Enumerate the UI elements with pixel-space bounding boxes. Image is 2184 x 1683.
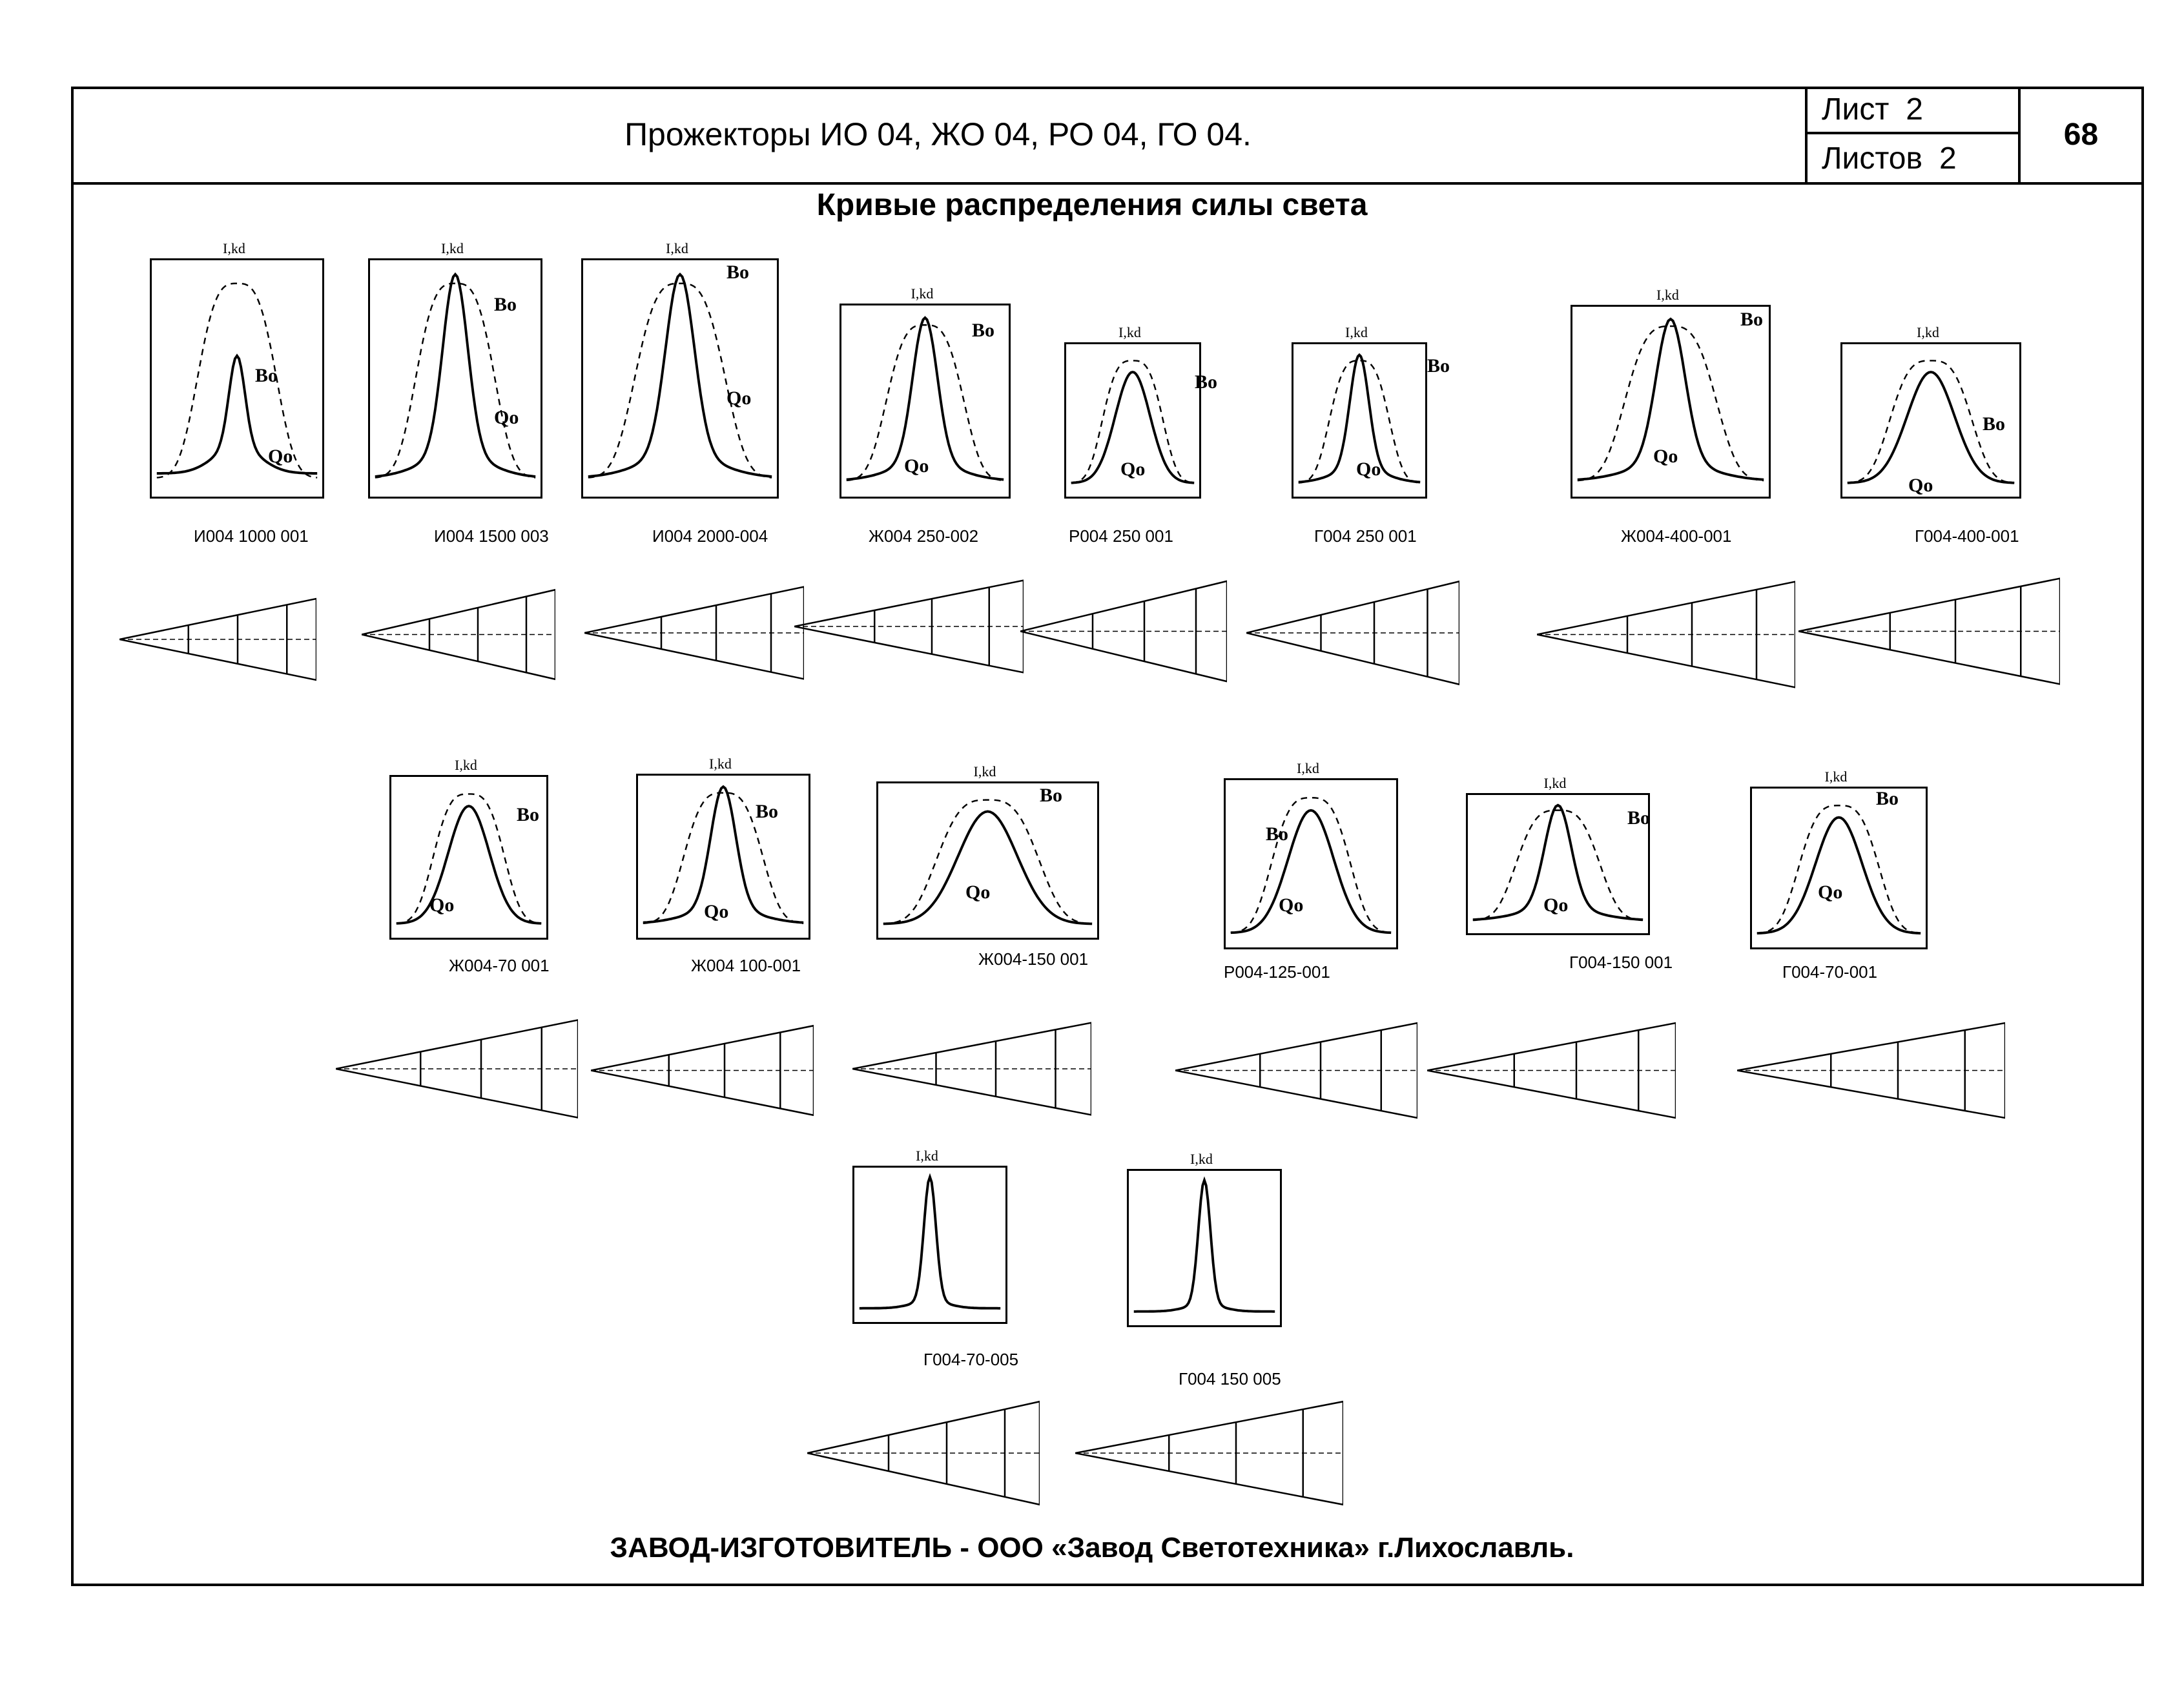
illumination-cone-diagram <box>336 1011 578 1127</box>
plot-unit-label: I,kd <box>441 240 464 256</box>
q0-label: Qo <box>429 894 455 916</box>
illumination-cone-diagram <box>794 572 1024 681</box>
b0-label: Bo <box>1983 413 2006 435</box>
q0-label: Qo <box>726 387 752 409</box>
curve-b0 <box>883 800 1092 924</box>
q0-label: Qo <box>494 407 519 428</box>
illumination-cone-diagram <box>1737 1014 2005 1127</box>
model-caption: Ж004-400-001 <box>1621 526 1732 546</box>
plot-unit-label: I,kd <box>455 757 477 773</box>
model-caption: Г004-150 001 <box>1569 953 1673 972</box>
intensity-plot <box>1224 778 1398 949</box>
plot-unit-label: I,kd <box>1543 775 1567 791</box>
illumination-cone-diagram <box>1427 1014 1676 1127</box>
curve-q0 <box>1134 1181 1275 1312</box>
plot-unit-label: I,kd <box>916 1148 938 1164</box>
intensity-plot <box>581 258 779 499</box>
plot-unit-label: I,kd <box>911 285 934 302</box>
b0-label: Bo <box>1040 785 1063 806</box>
q0-label: Qo <box>904 455 929 477</box>
illumination-cone-diagram <box>807 1392 1040 1514</box>
model-caption: И004 2000-004 <box>652 526 768 546</box>
title-block <box>71 87 2144 185</box>
intensity-plot <box>876 781 1099 940</box>
curve-b0 <box>1757 805 1921 933</box>
intensity-plot <box>1571 305 1771 499</box>
plot-unit-label: I,kd <box>1345 324 1368 340</box>
b0-label: Bo <box>1266 823 1289 845</box>
plot-unit-label: I,kd <box>223 240 245 256</box>
model-caption: Ж004 100-001 <box>691 956 801 975</box>
plot-unit-label: I,kd <box>709 756 732 772</box>
sheet-number-cell <box>1808 87 2018 134</box>
page-number: 68 <box>2018 87 2141 182</box>
sheet-value: 2 <box>1906 92 1923 127</box>
intensity-plot <box>1127 1169 1282 1327</box>
q0-label: Qo <box>1543 894 1569 916</box>
b0-label: Bo <box>726 262 750 283</box>
illumination-cone-diagram <box>591 1017 814 1124</box>
curve-q0 <box>157 356 317 473</box>
model-caption: Г004-70-005 <box>923 1350 1019 1369</box>
model-caption: Г004-400-001 <box>1915 526 2019 546</box>
plot-unit-label: I,kd <box>1190 1151 1213 1167</box>
plot-unit-label: I,kd <box>1824 769 1848 785</box>
q0-label: Qo <box>965 882 991 903</box>
q0-label: Qo <box>1279 894 1304 916</box>
illumination-cone-diagram <box>362 581 555 688</box>
model-caption: Г004 250 001 <box>1314 526 1417 546</box>
illumination-cone-diagram <box>1798 568 2060 694</box>
model-caption: Р004-125-001 <box>1224 962 1330 982</box>
q0-label: Qo <box>1120 459 1146 480</box>
q0-label: Qo <box>1653 446 1678 467</box>
b0-label: Bo <box>1627 807 1651 829</box>
illumination-cone-diagram <box>1537 572 1795 697</box>
model-caption: Ж004-70 001 <box>449 956 550 975</box>
sheet-label: Лист <box>1822 92 1890 127</box>
manufacturer-footer: ЗАВОД-ИЗГОТОВИТЕЛЬ - ООО «Завод Светотехника» г.Лихославль. <box>610 1532 1574 1564</box>
b0-label: Bo <box>1427 355 1450 377</box>
curve-q0 <box>1231 811 1391 933</box>
curve-b0 <box>157 284 317 478</box>
model-caption: Г004 150 005 <box>1179 1369 1281 1389</box>
curve-q0 <box>860 1177 1000 1308</box>
b0-label: Bo <box>494 294 517 315</box>
b0-label: Bo <box>255 365 278 386</box>
sheet-meta <box>1805 87 2018 182</box>
model-caption: И004 1500 003 <box>434 526 549 546</box>
curve-b0 <box>588 284 772 478</box>
illumination-cone-diagram <box>1246 572 1459 694</box>
q0-label: Qo <box>1356 459 1381 480</box>
section-title: Кривые распределения силы света <box>816 188 1368 222</box>
sheets-value: 2 <box>1939 141 1957 176</box>
plot-unit-label: I,kd <box>666 240 688 256</box>
illumination-cone-diagram <box>1075 1392 1343 1514</box>
model-caption: Г004-70-001 <box>1782 962 1878 982</box>
q0-label: Qo <box>1818 882 1843 903</box>
b0-label: Bo <box>517 804 540 825</box>
plot-unit-label: I,kd <box>1656 287 1679 303</box>
b0-label: Bo <box>1876 788 1899 809</box>
intensity-plot <box>852 1166 1007 1324</box>
plot-unit-label: I,kd <box>1297 760 1319 776</box>
b0-label: Bo <box>972 320 995 341</box>
curve-b0 <box>1231 798 1391 933</box>
model-caption: Ж004-150 001 <box>978 949 1089 969</box>
b0-label: Bo <box>1195 371 1218 393</box>
sheets-label: Листов <box>1822 141 1922 176</box>
b0-label: Bo <box>1740 309 1764 330</box>
intensity-plot <box>1750 787 1928 949</box>
curve-q0 <box>588 274 772 477</box>
illumination-cone-diagram <box>1175 1014 1417 1127</box>
model-caption: И004 1000 001 <box>194 526 309 546</box>
illumination-cone-diagram <box>584 578 804 688</box>
q0-label: Qo <box>268 446 293 467</box>
intensity-plot <box>389 775 548 940</box>
document-title: Прожекторы ИО 04, ЖО 04, РО 04, ГО 04. <box>624 116 1252 152</box>
sheets-count-cell <box>1808 134 2018 182</box>
plot-unit-label: I,kd <box>1917 324 1939 340</box>
model-caption: Ж004 250-002 <box>869 526 979 546</box>
illumination-cone-diagram <box>852 1014 1091 1124</box>
plot-unit-label: I,kd <box>973 763 996 780</box>
plot-unit-label: I,kd <box>1118 324 1141 340</box>
intensity-plot <box>150 258 324 499</box>
model-caption: Р004 250 001 <box>1069 526 1173 546</box>
b0-label: Bo <box>756 801 779 822</box>
q0-label: Qo <box>1908 475 1933 496</box>
illumination-cone-diagram <box>1020 572 1227 691</box>
q0-label: Qo <box>704 901 729 922</box>
illumination-cone-diagram <box>119 591 316 688</box>
